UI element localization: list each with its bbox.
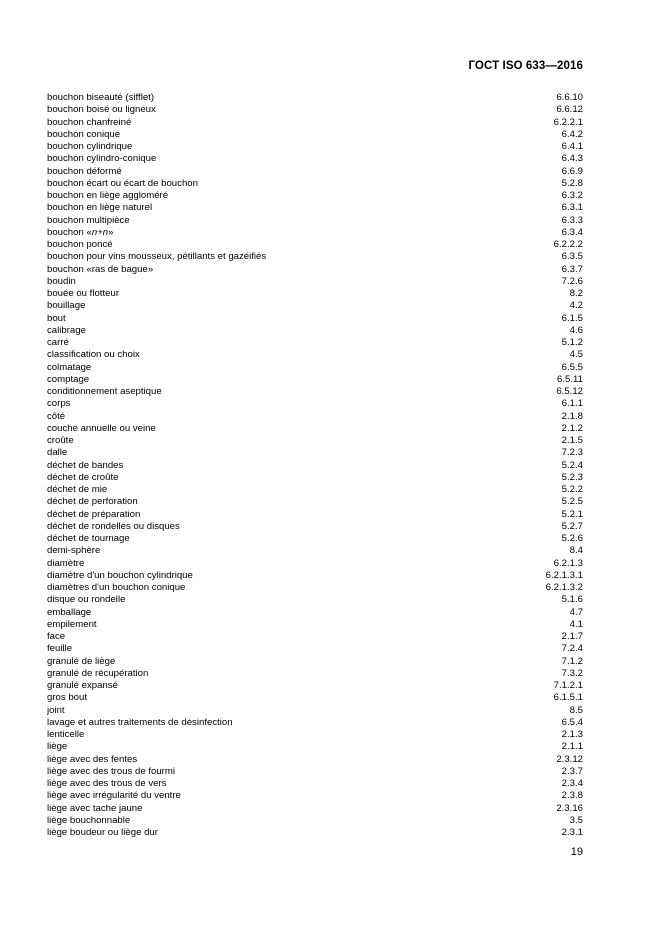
- index-term: comptage: [47, 373, 90, 385]
- index-reference: 2.3.4: [561, 778, 583, 789]
- index-term: corps: [47, 398, 71, 410]
- index-reference: 6.5.5: [561, 361, 583, 373]
- index-entry: [47, 313, 583, 325]
- index-entry: [47, 766, 583, 778]
- index-reference: 7.2.3: [561, 447, 583, 459]
- index-term: joint: [47, 704, 65, 716]
- index-term: bouchon en liège aggloméré: [47, 190, 169, 201]
- index-reference: 2.1.8: [561, 410, 583, 422]
- page-number: 19: [570, 846, 583, 858]
- index-entry: [47, 276, 583, 288]
- index-reference: 6.3.5: [561, 251, 583, 263]
- index-reference: 6.2.1.3: [553, 557, 583, 569]
- index-entry: [47, 337, 583, 349]
- index-entry: [47, 803, 583, 815]
- index-term: bouchon boisé ou ligneux: [47, 104, 156, 116]
- index-term: face: [47, 631, 66, 642]
- index-reference: 6.3.2: [561, 190, 583, 201]
- index-entry: [47, 435, 583, 447]
- index-reference: 5.2.4: [561, 459, 583, 471]
- index-reference: 2.3.1: [561, 827, 583, 838]
- index-reference: 8.4: [569, 545, 583, 557]
- index-term: emballage: [47, 606, 92, 618]
- index-entry: [47, 325, 583, 337]
- index-entry: [47, 460, 583, 472]
- index-entry: [47, 166, 583, 178]
- index-term: bouchon chanfreiné: [47, 116, 132, 128]
- index-reference: 2.3.8: [561, 790, 583, 802]
- index-reference: 5.2.8: [561, 177, 583, 189]
- index-term: conditionnement aseptique: [47, 386, 162, 397]
- index-entry: [47, 227, 583, 239]
- index-reference: 6.4.3: [561, 153, 583, 165]
- index-reference: 8.5: [569, 704, 583, 716]
- index-term: déchet de croûte: [47, 471, 119, 483]
- index-entry: [47, 288, 583, 300]
- index-entry: [47, 141, 583, 153]
- index-reference: 5.2.1: [561, 508, 583, 520]
- index-reference: 5.2.5: [561, 496, 583, 508]
- index-entry: [47, 656, 583, 668]
- index-term: bouchon pour vins mousseux, pétillants et gazéifiés: [47, 251, 267, 263]
- index-entry: [47, 104, 583, 116]
- index-entry: [47, 631, 583, 643]
- index-entry: [47, 570, 583, 582]
- index-term: diamètre: [47, 557, 85, 569]
- index-term: bouée ou flotteur: [47, 288, 120, 299]
- index-reference: 4.7: [569, 606, 583, 618]
- index-term: bouchon écart ou écart de bouchon: [47, 177, 198, 189]
- index-reference: 6.2.2.1: [553, 116, 583, 128]
- index-term: déchet de rondelles ou disques: [47, 520, 180, 532]
- index-entry: [47, 582, 583, 594]
- index-entry: [47, 607, 583, 619]
- index-reference: 7.2.4: [561, 643, 583, 655]
- index-term: demi-sphère: [47, 545, 101, 557]
- index-reference: 7.1.2.1: [553, 680, 583, 691]
- index-entry: [47, 411, 583, 423]
- index-reference: 6.5.4: [561, 716, 583, 728]
- index-term: disque ou rondelle: [47, 594, 126, 606]
- index-entry: [47, 349, 583, 361]
- index-entry: [47, 472, 583, 484]
- index-term: empilement: [47, 618, 97, 630]
- index-reference: 6.1.5.1: [553, 692, 583, 704]
- index-reference: 5.2.7: [561, 520, 583, 532]
- index-term: liège avec des trous de fourmi: [47, 765, 175, 777]
- index-term: diamètres d'un bouchon conique: [47, 582, 186, 593]
- index-reference: 4.1: [569, 618, 583, 630]
- index-entry: [47, 300, 583, 312]
- index-reference: 7.3.2: [561, 667, 583, 679]
- index-term: déchet de tournage: [47, 533, 130, 544]
- index-entry: [47, 447, 583, 459]
- index-term: liège: [47, 741, 68, 753]
- index-term: boudin: [47, 275, 76, 287]
- index-entry: [47, 668, 583, 680]
- index-reference: 2.1.2: [561, 422, 583, 434]
- index-entry: [47, 521, 583, 533]
- index-reference: 6.6.12: [556, 104, 583, 116]
- index-reference: 2.3.12: [556, 753, 583, 765]
- index-term: déchet de préparation: [47, 508, 141, 520]
- index-entry: [47, 827, 583, 839]
- index-term: bouchon en liège naturel: [47, 202, 153, 214]
- index-reference: 2.1.1: [561, 741, 583, 753]
- index-term: granulé de récupération: [47, 667, 149, 679]
- index-entry: [47, 754, 583, 766]
- index-term: granulé expansé: [47, 680, 118, 691]
- index-term: bouchon cylindro-conique: [47, 153, 157, 165]
- index-term: bouchon «n+n»: [47, 226, 114, 238]
- index-reference: 7.1.2: [561, 655, 583, 667]
- index-entry: [47, 643, 583, 655]
- index-term: déchet de perforation: [47, 496, 138, 508]
- index-reference: 6.1.5: [561, 312, 583, 324]
- index-reference: 6.1.1: [561, 398, 583, 410]
- index-entry: [47, 251, 583, 263]
- index-entry: [47, 778, 583, 790]
- index-reference: 6.3.3: [561, 214, 583, 226]
- index-entry: [47, 729, 583, 741]
- index-reference: 2.1.5: [561, 435, 583, 446]
- index-term: bouchon «ras de bague»: [47, 263, 154, 275]
- index-entry: [47, 398, 583, 410]
- index-entry: [47, 692, 583, 704]
- index-reference: 5.1.6: [561, 594, 583, 606]
- index-entry: [47, 705, 583, 717]
- index-term: liège avec des fentes: [47, 753, 138, 765]
- index-term: couche annuelle ou veine: [47, 422, 156, 434]
- index-reference: 2.3.16: [556, 802, 583, 814]
- index-reference: 5.1.2: [561, 337, 583, 348]
- index-reference: 3.5: [569, 814, 583, 826]
- index-entry: [47, 496, 583, 508]
- index-entry: [47, 484, 583, 496]
- index-term: liège avec irrégularité du ventre: [47, 790, 181, 802]
- index-term: gros bout: [47, 692, 88, 704]
- index-term: bouchon multipièce: [47, 214, 130, 226]
- index-term: bouchon conique: [47, 128, 121, 140]
- index-entry: [47, 741, 583, 753]
- index-reference: 6.5.12: [556, 386, 583, 397]
- index-reference: 6.3.1: [561, 202, 583, 214]
- document-header: ГОСТ ISO 633—2016: [468, 60, 583, 72]
- index-term: lenticelle: [47, 729, 85, 740]
- index-term: lavage et autres traitements de désinfection: [47, 716, 233, 728]
- index-term: diamètre d'un bouchon cylindrique: [47, 569, 193, 581]
- index-reference: 2.1.3: [561, 729, 583, 740]
- index-entry: [47, 239, 583, 251]
- index-term: bouchon biseauté (sifflet): [47, 92, 155, 103]
- index-term: côté: [47, 410, 66, 422]
- index-entry: [47, 117, 583, 129]
- index-reference: 6.2.1.3.2: [545, 582, 583, 593]
- index-reference: 5.2.6: [561, 533, 583, 544]
- index-term: croûte: [47, 435, 74, 446]
- index-entry: [47, 202, 583, 214]
- index-entry: [47, 423, 583, 435]
- index-term: bouchon poncé: [47, 239, 113, 250]
- index-term: liège bouchonnable: [47, 814, 131, 826]
- index-reference: 4.5: [569, 349, 583, 361]
- index-entry: [47, 509, 583, 521]
- index-entry: [47, 815, 583, 827]
- index-term: liège avec des trous de vers: [47, 778, 167, 789]
- index-entry: [47, 619, 583, 631]
- index-entry: [47, 680, 583, 692]
- index-entry: [47, 717, 583, 729]
- index-reference: 6.2.1.3.1: [545, 569, 583, 581]
- term-index-list: [47, 92, 583, 839]
- index-entry: [47, 178, 583, 190]
- index-term: granulé de liège: [47, 655, 116, 667]
- index-reference: 6.4.1: [561, 141, 583, 152]
- index-reference: 5.2.2: [561, 484, 583, 495]
- index-term: bout: [47, 312, 66, 324]
- index-reference: 7.2.6: [561, 275, 583, 287]
- index-term: bouchon déformé: [47, 165, 122, 177]
- index-reference: 6.3.7: [561, 263, 583, 275]
- index-reference: 2.3.7: [561, 765, 583, 777]
- index-reference: 6.5.11: [557, 373, 583, 385]
- index-reference: 2.1.7: [561, 631, 583, 642]
- index-entry: [47, 594, 583, 606]
- index-reference: 6.4.2: [561, 128, 583, 140]
- index-term: colmatage: [47, 361, 92, 373]
- index-entry: [47, 790, 583, 802]
- index-term: calibrage: [47, 324, 86, 336]
- index-term: liège avec tache jaune: [47, 802, 143, 814]
- index-entry: [47, 92, 583, 104]
- index-entry: [47, 190, 583, 202]
- index-term: carré: [47, 337, 69, 348]
- index-term: liège boudeur ou liège dur: [47, 827, 158, 838]
- index-entry: [47, 153, 583, 165]
- index-term: dalle: [47, 447, 68, 459]
- index-entry: [47, 215, 583, 227]
- index-entry: [47, 264, 583, 276]
- index-term: bouillage: [47, 300, 86, 312]
- index-entry: [47, 386, 583, 398]
- index-entry: [47, 558, 583, 570]
- index-entry: [47, 129, 583, 141]
- index-entry: [47, 533, 583, 545]
- index-reference: 4.2: [569, 300, 583, 312]
- index-term: déchet de bandes: [47, 459, 124, 471]
- index-reference: 5.2.3: [561, 471, 583, 483]
- index-reference: 6.6.9: [561, 165, 583, 177]
- index-entry: [47, 374, 583, 386]
- index-term: bouchon cylindrique: [47, 141, 133, 152]
- index-term: feuille: [47, 643, 73, 655]
- index-reference: 4.6: [569, 324, 583, 336]
- index-term: déchet de mie: [47, 484, 108, 495]
- index-reference: 6.6.10: [556, 92, 583, 103]
- index-reference: 6.3.4: [561, 226, 583, 238]
- index-entry: [47, 362, 583, 374]
- index-entry: [47, 545, 583, 557]
- index-reference: 8.2: [569, 288, 583, 299]
- index-term: classification ou choix: [47, 349, 140, 361]
- index-reference: 6.2.2.2: [553, 239, 583, 250]
